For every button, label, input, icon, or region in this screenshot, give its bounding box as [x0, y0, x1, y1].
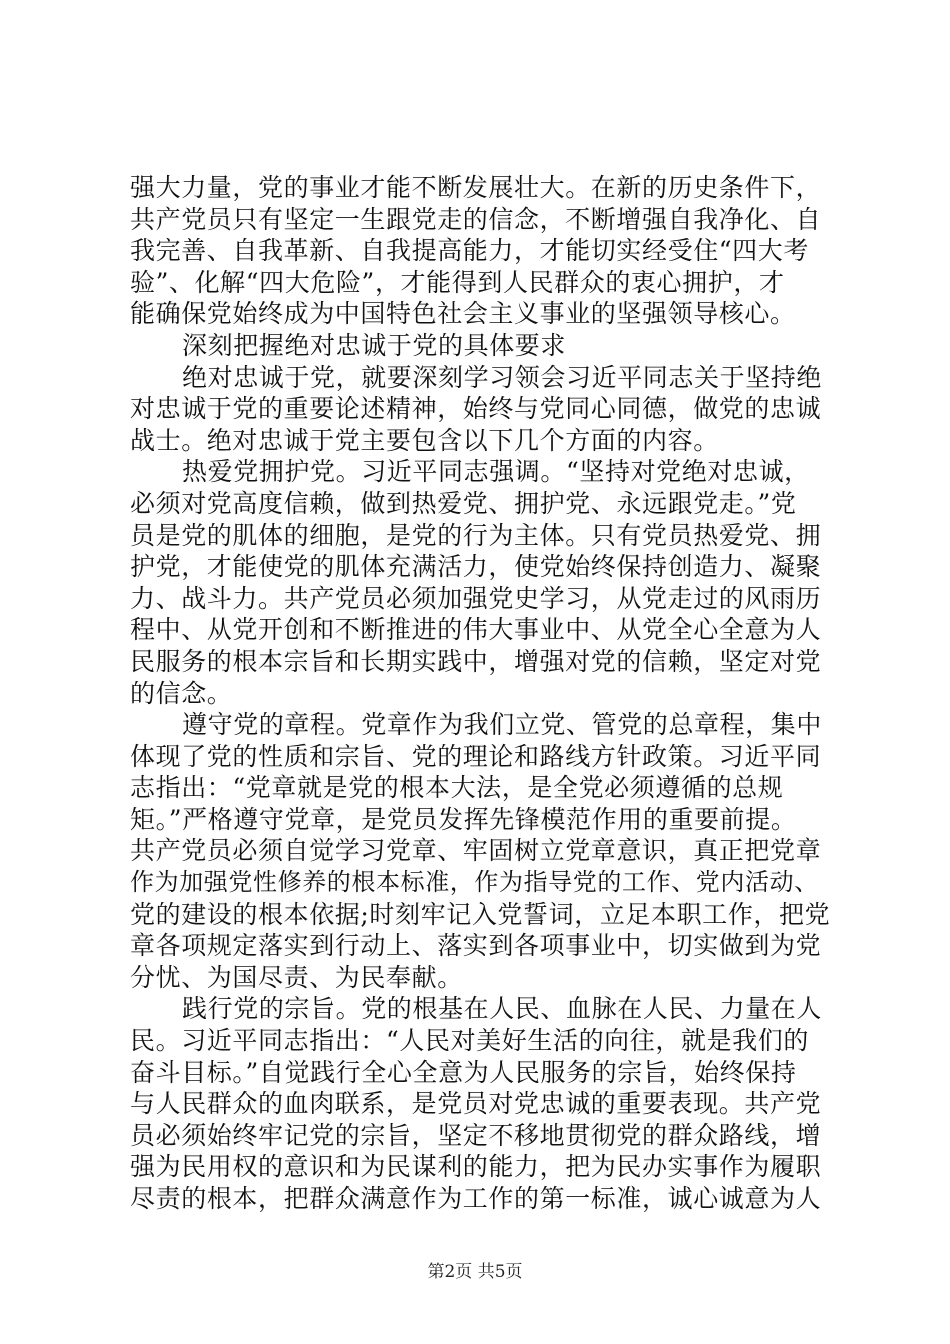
text-line: 与人民群众的血肉联系，是党员对党忠诚的重要表现。共产党	[130, 1089, 822, 1119]
text-line: 必须对党高度信赖，做到热爱党、拥护党、永远跟党走。”党	[130, 488, 797, 518]
text-line: 对忠诚于党的重要论述精神，始终与党同心同德，做党的忠诚	[130, 394, 822, 424]
text-line: 深刻把握绝对忠诚于党的具体要求	[182, 330, 567, 360]
text-line: 战士。绝对忠诚于党主要包含以下几个方面的内容。	[130, 425, 719, 455]
text-line: 作为加强党性修养的根本标准，作为指导党的工作、党内活动、	[130, 868, 819, 897]
text-line: 奋斗目标。”自觉践行全心全意为人民服务的宗旨，始终保持	[130, 1057, 797, 1087]
text-line: 党的建设的根本依据;时刻牢记入党誓词，立足本职工作，把党	[130, 899, 831, 929]
text-line: 程中、从党开创和不断推进的伟大事业中、从党全心全意为人	[130, 615, 822, 645]
text-line: 矩。”严格遵守党章，是党员发挥先锋模范作用的重要前提。	[130, 804, 797, 834]
text-line: 员必须始终牢记党的宗旨，坚定不移地贯彻党的群众路线，增	[130, 1120, 822, 1150]
text-line: 强为民用权的意识和为民谋利的能力，把为民办实事作为履职	[130, 1152, 822, 1182]
text-line: 我完善、自我革新、自我提高能力，才能切实经受住“四大考	[130, 236, 809, 266]
text-line: 体现了党的性质和宗旨、党的理论和路线方针政策。习近平同	[130, 741, 822, 771]
text-line: 践行党的宗旨。党的根基在人民、血脉在人民、力量在人	[182, 994, 823, 1024]
text-line: 护党，才能使党的肌体充满活力，使党始终保持创造力、凝聚	[130, 552, 822, 582]
text-line: 强大力量，党的事业才能不断发展壮大。在新的历史条件下，	[130, 173, 822, 202]
text-line: 热爱党拥护党。习近平同志强调。“坚持对党绝对忠诚，	[182, 457, 810, 487]
text-line: 能确保党始终成为中国特色社会主义事业的坚强领导核心。	[130, 299, 796, 329]
text-line: 共产党员只有坚定一生跟党走的信念，不断增强自我净化、自	[130, 204, 822, 234]
text-line: 志指出：“党章就是党的根本大法，是全党必须遵循的总规	[130, 773, 784, 803]
text-line: 力、战斗力。共产党员必须加强党史学习，从党走过的风雨历	[130, 583, 822, 613]
text-line: 员是党的肌体的细胞，是党的行为主体。只有党员热爱党、拥	[130, 520, 822, 550]
text-line: 验”、化解“四大危险”，才能得到人民群众的衷心拥护，才	[130, 267, 785, 297]
document-body	[130, 172, 830, 1215]
text-line: 分忧、为国尽责、为民奉献。	[130, 962, 463, 992]
text-line: 民。习近平同志指出：“人民对美好生活的向往，就是我们的	[130, 1026, 809, 1056]
text-line: 绝对忠诚于党，就要深刻学习领会习近平同志关于坚持绝	[182, 362, 823, 392]
text-line: 民服务的根本宗旨和长期实践中，增强对党的信赖，坚定对党	[130, 646, 822, 676]
text-line: 共产党员必须自觉学习党章、牢固树立党章意识，真正把党章	[130, 836, 822, 866]
text-line: 尽责的根本，把群众满意作为工作的第一标准，诚心诚意为人	[130, 1184, 822, 1213]
text-line: 章各项规定落实到行动上、落实到各项事业中，切实做到为党	[130, 931, 822, 961]
page-footer: 第2页 共5页	[427, 1262, 523, 1282]
text-line: 遵守党的章程。党章作为我们立党、管党的总章程，集中	[182, 710, 823, 740]
text-line: 的信念。	[130, 678, 233, 708]
